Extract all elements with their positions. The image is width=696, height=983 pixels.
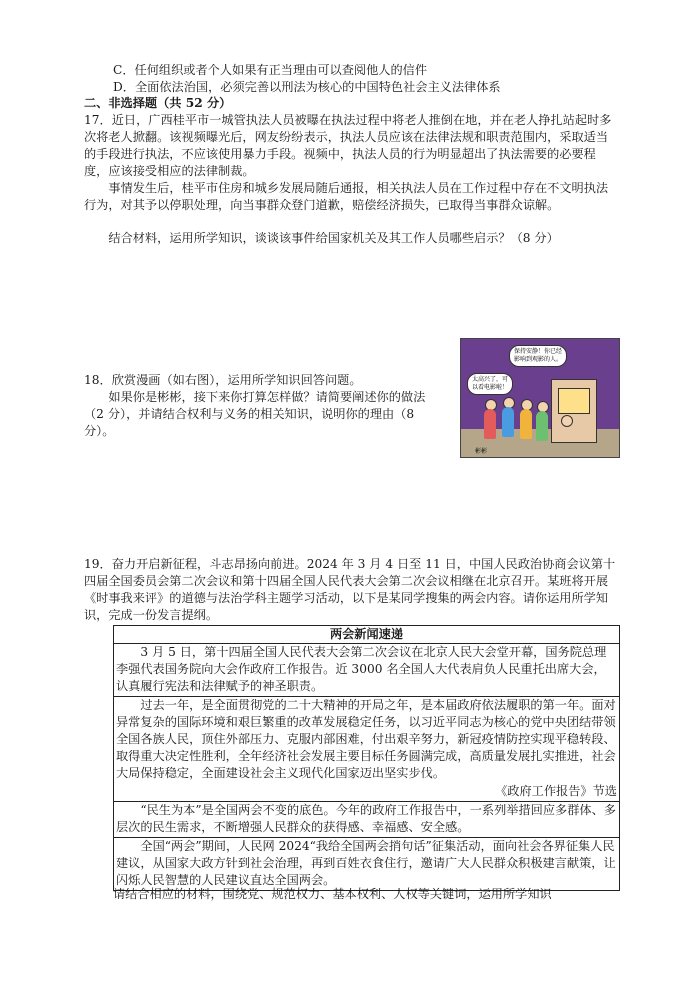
q19-intro: 19．奋力开启新征程，斗志昂扬向前进。2024 年 3 月 4 日至 11 日，中国人民政治协商会议第十四届全国委员会第二次会议和第十四届全国人民代表大会第二次会议相继在北京召开。某班将开展《时事我来评》的道德与法治学科主题学习活动，以下是某同学搜集的两会内容。请你运用所学知识，完成一份发言提纲。 bbox=[84, 557, 616, 622]
booth-window bbox=[558, 388, 590, 414]
kid-body-1 bbox=[484, 409, 496, 439]
news-source: 《政府工作报告》节选 bbox=[114, 783, 619, 802]
speech-bubble-2: 太高兴了，可 以看电影啦！ bbox=[467, 373, 513, 395]
section-title: 二、非选择题（共 52 分） bbox=[84, 96, 232, 110]
cartoon-caption: 彬彬 bbox=[475, 448, 488, 455]
option-c: C．任何组织或者个人如果有正当理由可以查阅他人的信件 bbox=[113, 63, 428, 77]
cartoon-image bbox=[460, 338, 620, 458]
option-d: D．全面依法治国，必须完善以刑法为核心的中国特色社会主义法律体系 bbox=[113, 80, 501, 94]
news-table bbox=[113, 625, 620, 891]
news-cell-4: 全国“两会”期间，人民网 2024“我给全国两会捎句话”征集活动，面向社会各界征集人民建议，从国家大政方针到社会治理，再到百姓衣食住行，邀请广大人民群众积极建言献策，让闪烁人民智慧的人民建议直达全国两会。 bbox=[116, 839, 616, 887]
q17-paragraph-1: 17．近日，广西桂平市一城管执法人员被曝在执法过程中将老人推倒在地，并在老人挣扎站起时多次将老人掀翻。该视频曝光后，网友纷纷表示，执法人员应该在法律法规和职责范围内，采取适当的手段进行执法，不应该使用暴力手段。视频中，执法人员的行为明显超出了执法需要的必要程度，应该接受相应的法律制裁。 bbox=[84, 113, 612, 178]
q17-paragraph-2: 事情发生后，桂平市住房和城乡发展局随后通报，相关执法人员在工作过程中存在不文明执法行为，对其予以停职处理，向当事群众登门道歉，赔偿经济损失，已取得当事群众谅解。 bbox=[84, 181, 609, 212]
news-table-title: 两会新闻速递 bbox=[114, 626, 619, 644]
kid-body-3 bbox=[520, 409, 532, 439]
speech-bubble-1: 保持安静！你已经 影响到观影的人。 bbox=[509, 345, 567, 367]
q17-question: 结合材料，运用所学知识，谈谈该事件给国家机关及其工作人员哪些启示？（8 分） bbox=[108, 231, 559, 245]
news-cell-2: 过去一年，是全面贯彻党的二十大精神的开局之年，是本届政府依法履职的第一年。面对异常复杂的国际环境和艰巨繁重的改革发展稳定任务，以习近平同志为核心的党中央团结带领全国各族人民，顶住外部压力、克服内部困难，付出艰辛努力，新冠疫情防控实现平稳转段、取得重大决定性胜利，全年经济社会发展主要目标任务圆满完成，高质量发展扎实推进，社会大局保持稳定，全面建设社会主义现代化国家迈出坚实步伐。 bbox=[116, 698, 616, 780]
q18-intro: 18．欣赏漫画（如右图），运用所学知识回答问题。 bbox=[84, 373, 362, 387]
ticket-booth bbox=[551, 379, 597, 443]
q18-question: 如果你是彬彬，接下来你打算怎样做？请简要阐述你的做法（2 分），并请结合权利与义务的相关知识，说明你的理由（8 分）。 bbox=[84, 390, 426, 438]
news-cell-1: 3 月 5 日，第十四届全国人民代表大会第二次会议在北京人民大会堂开幕，国务院总理李强代表国务院向大会作政府工作报告。近 3000 名全国人大代表肩负人民重托出席大会，认真履行宪法和法律赋予的神圣职责。 bbox=[114, 644, 619, 697]
kid-body-2 bbox=[502, 407, 514, 437]
kid-body-4 bbox=[536, 411, 548, 441]
q19-question: 请结合相应的材料，围绕党、规范权力、基本权利、人权等关键词，运用所学知识 bbox=[113, 887, 552, 901]
news-cell-3: “民生为本”是全国两会不变的底色。今年的政府工作报告中，一系列举措回应多群体、多层次的民生需求，不断增强人民群众的获得感、幸福感、安全感。 bbox=[114, 802, 619, 838]
booth-clerk-head bbox=[561, 415, 573, 427]
